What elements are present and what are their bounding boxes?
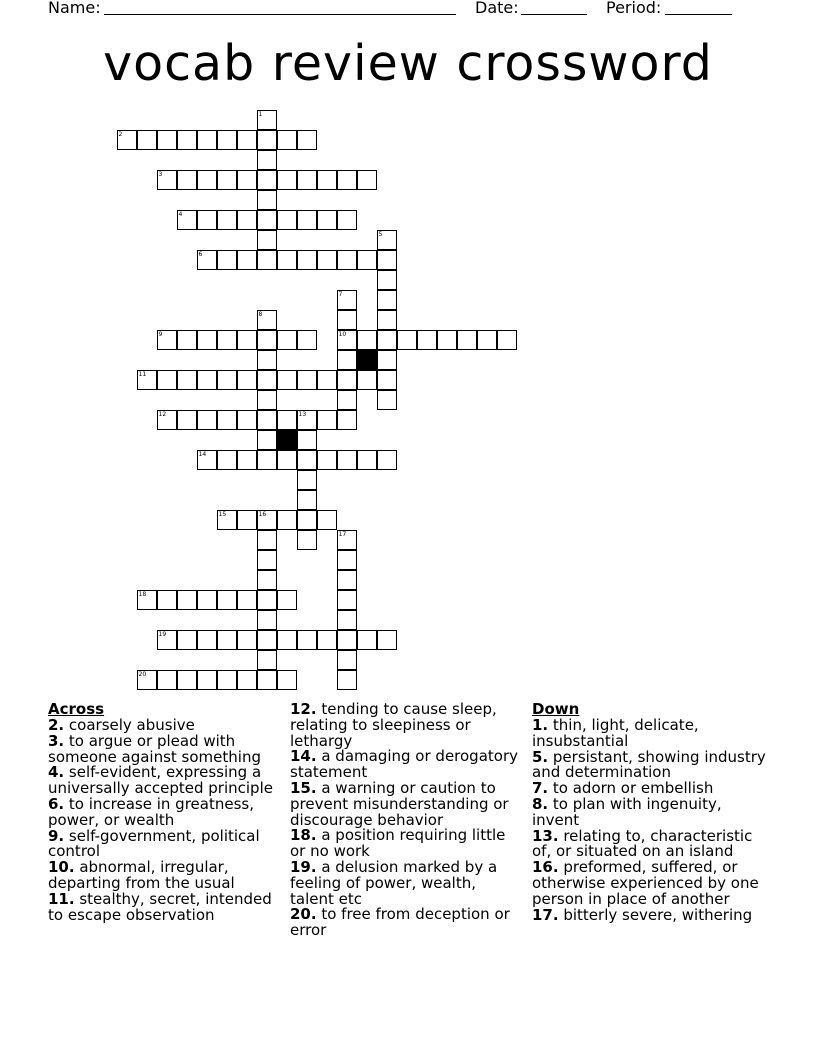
clue-number: 5 bbox=[378, 230, 383, 238]
grid-cell[interactable] bbox=[337, 650, 357, 670]
grid-cell[interactable] bbox=[237, 210, 257, 230]
clue-number: 14 bbox=[198, 450, 207, 458]
clue-number: 13 bbox=[298, 410, 307, 418]
clue-item bbox=[290, 749, 522, 781]
grid-cell[interactable] bbox=[377, 370, 397, 390]
clue-number: 16. bbox=[532, 858, 559, 877]
grid-cell[interactable] bbox=[217, 130, 237, 150]
grid-cell[interactable] bbox=[337, 450, 357, 470]
clue-number: 6. bbox=[48, 794, 65, 813]
grid-cell[interactable] bbox=[357, 370, 377, 390]
grid-cell[interactable] bbox=[277, 670, 297, 690]
clue-number: 6 bbox=[198, 250, 203, 258]
grid-cell[interactable] bbox=[257, 390, 277, 410]
grid-cell[interactable] bbox=[337, 350, 357, 370]
grid-cell[interactable] bbox=[177, 130, 197, 150]
grid-cell[interactable] bbox=[217, 250, 237, 270]
clue-number: 16 bbox=[258, 510, 267, 518]
grid-cell[interactable] bbox=[337, 410, 357, 430]
grid-cell[interactable] bbox=[297, 470, 317, 490]
clue-item bbox=[48, 889, 280, 924]
clue-number: 4. bbox=[48, 763, 65, 782]
grid-cell[interactable] bbox=[257, 610, 277, 630]
grid-cell[interactable] bbox=[197, 330, 217, 350]
grid-cell[interactable] bbox=[457, 330, 477, 350]
clue-number: 14. bbox=[290, 747, 317, 766]
grid-cell[interactable] bbox=[177, 410, 197, 430]
clue-text: to adorn or embellish bbox=[548, 779, 714, 798]
grid-cell[interactable] bbox=[317, 450, 337, 470]
clue-text: to argue or plead with someone against something bbox=[48, 731, 261, 766]
grid-cell[interactable] bbox=[337, 630, 357, 650]
grid-cell[interactable] bbox=[217, 590, 237, 610]
grid-cell[interactable] bbox=[477, 330, 497, 350]
grid-cell[interactable] bbox=[217, 210, 237, 230]
clue-number: 9. bbox=[48, 826, 65, 845]
grid-cell[interactable] bbox=[297, 450, 317, 470]
grid-cell[interactable] bbox=[277, 450, 297, 470]
grid-cell[interactable] bbox=[297, 210, 317, 230]
down-clues-column bbox=[532, 700, 772, 923]
clue-text: to increase in greatness, power, or wealth bbox=[48, 794, 254, 829]
grid-cell[interactable] bbox=[237, 170, 257, 190]
grid-cell[interactable] bbox=[177, 630, 197, 650]
clue-item bbox=[532, 794, 772, 829]
grid-cell[interactable] bbox=[277, 510, 297, 530]
clue-text: preformed, suffered, or otherwise experienced by one person in place of another bbox=[532, 858, 759, 908]
grid-cell[interactable] bbox=[237, 250, 257, 270]
grid-cell[interactable] bbox=[277, 250, 297, 270]
grid-cell[interactable] bbox=[337, 590, 357, 610]
grid-cell[interactable] bbox=[237, 590, 257, 610]
clue-item bbox=[48, 826, 280, 861]
clue-text: thin, light, delicate, insubstantial bbox=[532, 716, 699, 750]
clue-item bbox=[48, 794, 280, 829]
clue-item bbox=[532, 905, 772, 924]
clue-text: a position requiring little or no work bbox=[290, 826, 506, 861]
grid-cell[interactable] bbox=[137, 130, 157, 150]
grid-cell[interactable] bbox=[437, 330, 457, 350]
grid-cell[interactable] bbox=[377, 390, 397, 410]
clue-number: 10. bbox=[48, 858, 75, 877]
grid-cell[interactable] bbox=[297, 250, 317, 270]
grid-cell[interactable] bbox=[197, 210, 217, 230]
grid-cell[interactable] bbox=[297, 330, 317, 350]
clue-item bbox=[532, 718, 772, 750]
clue-number: 15. bbox=[290, 778, 317, 797]
grid-cell[interactable] bbox=[237, 510, 257, 530]
clue-number: 17 bbox=[338, 530, 347, 538]
grid-cell[interactable] bbox=[337, 390, 357, 410]
grid-cell[interactable] bbox=[257, 150, 277, 170]
across-clue-list-continued bbox=[290, 702, 522, 939]
grid-cell[interactable] bbox=[277, 330, 297, 350]
grid-cell[interactable] bbox=[257, 190, 277, 210]
grid-cell[interactable] bbox=[377, 350, 397, 370]
down-clue-list bbox=[532, 718, 772, 923]
clue-item bbox=[290, 907, 522, 939]
clue-number: 1. bbox=[532, 716, 549, 734]
grid-cell[interactable] bbox=[257, 450, 277, 470]
grid-cell[interactable] bbox=[157, 670, 177, 690]
clue-number: 2. bbox=[48, 716, 65, 734]
grid-cell[interactable] bbox=[257, 570, 277, 590]
grid-cell[interactable] bbox=[157, 590, 177, 610]
period-label: Period: bbox=[606, 0, 662, 17]
grid-cell[interactable] bbox=[337, 370, 357, 390]
grid-cell[interactable] bbox=[217, 630, 237, 650]
grid-cell[interactable] bbox=[377, 630, 397, 650]
grid-cell[interactable] bbox=[177, 590, 197, 610]
clue-text: coarsely abusive bbox=[64, 716, 195, 734]
grid-cell[interactable] bbox=[317, 210, 337, 230]
grid-cell[interactable] bbox=[277, 370, 297, 390]
clue-number: 12 bbox=[158, 410, 167, 418]
clue-text: stealthy, secret, intended to escape observation bbox=[48, 889, 272, 924]
clue-text: to plan with ingenuity, invent bbox=[532, 794, 722, 829]
grid-cell[interactable] bbox=[317, 250, 337, 270]
grid-cell[interactable] bbox=[237, 370, 257, 390]
clue-number: 7 bbox=[338, 290, 343, 298]
clue-text: bitterly severe, withering bbox=[558, 905, 753, 924]
grid-cell[interactable] bbox=[297, 630, 317, 650]
clue-item bbox=[48, 860, 280, 892]
clue-item bbox=[290, 702, 522, 749]
grid-cell[interactable] bbox=[357, 170, 377, 190]
grid-cell[interactable] bbox=[217, 330, 237, 350]
clue-number: 15 bbox=[218, 510, 227, 518]
grid-cell[interactable] bbox=[337, 210, 357, 230]
grid-cell[interactable] bbox=[397, 330, 417, 350]
grid-cell[interactable] bbox=[197, 370, 217, 390]
grid-cell[interactable] bbox=[297, 430, 317, 450]
grid-cell[interactable] bbox=[277, 130, 297, 150]
grid-cell[interactable] bbox=[337, 250, 357, 270]
grid-cell[interactable] bbox=[377, 330, 397, 350]
clue-item bbox=[532, 747, 772, 782]
clue-text: relating to, characteristic of, or situated on an island bbox=[532, 826, 753, 861]
grid-cell[interactable] bbox=[277, 590, 297, 610]
grid-cell[interactable] bbox=[337, 170, 357, 190]
name-label: Name: bbox=[48, 0, 101, 17]
page-title: vocab review crossword bbox=[103, 35, 713, 92]
grid-cell[interactable] bbox=[337, 670, 357, 690]
grid-cell[interactable] bbox=[217, 410, 237, 430]
clue-item bbox=[532, 826, 772, 861]
clue-item bbox=[48, 765, 280, 797]
grid-cell[interactable] bbox=[337, 570, 357, 590]
clue-text: self-government, political control bbox=[48, 826, 260, 861]
grid-cell[interactable] bbox=[357, 630, 377, 650]
grid-cell[interactable] bbox=[417, 330, 437, 350]
grid-cell[interactable] bbox=[197, 670, 217, 690]
grid-cell[interactable] bbox=[377, 290, 397, 310]
clue-number: 10 bbox=[338, 330, 347, 338]
grid-cell[interactable] bbox=[237, 330, 257, 350]
grid-cell[interactable] bbox=[217, 450, 237, 470]
grid-cell[interactable] bbox=[297, 170, 317, 190]
black-cell bbox=[277, 430, 297, 450]
clue-number: 7. bbox=[532, 779, 549, 798]
clue-number: 20 bbox=[138, 670, 147, 678]
clue-number: 1 bbox=[258, 110, 263, 118]
grid-cell[interactable] bbox=[337, 550, 357, 570]
clue-text: to free from deception or error bbox=[290, 905, 510, 940]
date-label: Date: bbox=[475, 0, 519, 17]
clue-number: 2 bbox=[118, 130, 123, 138]
down-heading: Down bbox=[532, 700, 580, 718]
clue-number: 3. bbox=[48, 731, 65, 750]
grid-cell[interactable] bbox=[357, 450, 377, 470]
grid-cell[interactable] bbox=[237, 670, 257, 690]
grid-cell[interactable] bbox=[177, 670, 197, 690]
clue-number: 12. bbox=[290, 700, 317, 718]
grid-cell[interactable] bbox=[317, 630, 337, 650]
clue-text: a damaging or derogatory statement bbox=[290, 747, 519, 782]
grid-cell[interactable] bbox=[297, 510, 317, 530]
clue-text: tending to cause sleep, relating to sleepiness or lethargy bbox=[290, 700, 497, 750]
grid-cell[interactable] bbox=[317, 410, 337, 430]
grid-cell[interactable] bbox=[377, 270, 397, 290]
grid-cell[interactable] bbox=[177, 170, 197, 190]
grid-cell[interactable] bbox=[177, 330, 197, 350]
grid-cell[interactable] bbox=[217, 170, 237, 190]
grid-cell[interactable] bbox=[257, 430, 277, 450]
clue-number: 4 bbox=[178, 210, 183, 218]
grid-cell[interactable] bbox=[237, 630, 257, 650]
grid-cell[interactable] bbox=[257, 230, 277, 250]
clue-text: persistant, showing industry and determination bbox=[532, 747, 766, 782]
grid-cell[interactable] bbox=[277, 210, 297, 230]
clue-number: 8. bbox=[532, 794, 549, 813]
grid-cell[interactable] bbox=[257, 330, 277, 350]
grid-cell[interactable] bbox=[217, 670, 237, 690]
clue-number: 8 bbox=[258, 310, 263, 318]
clue-item bbox=[290, 828, 522, 860]
clue-number: 11 bbox=[138, 370, 147, 378]
clue-item bbox=[532, 860, 772, 907]
grid-cell[interactable] bbox=[217, 370, 237, 390]
grid-cell[interactable] bbox=[377, 450, 397, 470]
across-heading: Across bbox=[48, 700, 105, 718]
grid-cell[interactable] bbox=[197, 410, 217, 430]
grid-cell[interactable] bbox=[257, 530, 277, 550]
grid-cell[interactable] bbox=[197, 170, 217, 190]
clue-number: 20. bbox=[290, 905, 317, 924]
grid-cell[interactable] bbox=[257, 550, 277, 570]
grid-cell[interactable] bbox=[297, 370, 317, 390]
grid-cell[interactable] bbox=[377, 250, 397, 270]
clue-number: 9 bbox=[158, 330, 163, 338]
grid-cell[interactable] bbox=[197, 130, 217, 150]
clue-number: 19 bbox=[158, 630, 167, 638]
across-clue-list bbox=[48, 718, 280, 923]
clue-number: 18. bbox=[290, 826, 317, 845]
grid-cell[interactable] bbox=[377, 310, 397, 330]
clue-text: a warning or caution to prevent misunderstanding or discourage behavior bbox=[290, 778, 509, 829]
grid-cell[interactable] bbox=[257, 370, 277, 390]
clue-number: 11. bbox=[48, 889, 75, 908]
clue-number: 13. bbox=[532, 826, 559, 845]
grid-cell[interactable] bbox=[317, 510, 337, 530]
across-clues-column-2 bbox=[290, 700, 522, 939]
clue-text: self-evident, expressing a universally accepted principle bbox=[48, 763, 273, 798]
clue-item bbox=[290, 778, 522, 829]
clue-item bbox=[290, 857, 522, 908]
grid-cell[interactable] bbox=[257, 350, 277, 370]
grid-cell[interactable] bbox=[317, 170, 337, 190]
grid-cell[interactable] bbox=[197, 590, 217, 610]
grid-cell[interactable] bbox=[277, 410, 297, 430]
grid-cell[interactable] bbox=[257, 250, 277, 270]
grid-cell[interactable] bbox=[177, 370, 197, 390]
grid-cell[interactable] bbox=[317, 370, 337, 390]
clue-number: 17. bbox=[532, 905, 559, 924]
grid-cell[interactable] bbox=[197, 630, 217, 650]
grid-cell[interactable] bbox=[157, 130, 177, 150]
grid-cell[interactable] bbox=[237, 410, 257, 430]
grid-cell[interactable] bbox=[257, 210, 277, 230]
clue-number: 3 bbox=[158, 170, 163, 178]
grid-cell[interactable] bbox=[337, 310, 357, 330]
clue-text: a delusion marked by a feeling of power, wealth, talent etc bbox=[290, 857, 498, 908]
grid-cell[interactable] bbox=[237, 450, 257, 470]
grid-cell[interactable] bbox=[257, 170, 277, 190]
grid-cell[interactable] bbox=[257, 630, 277, 650]
grid-cell[interactable] bbox=[277, 170, 297, 190]
black-cell bbox=[357, 350, 377, 370]
clue-text: abnormal, irregular, departing from the usual bbox=[48, 858, 235, 892]
grid-cell[interactable] bbox=[257, 590, 277, 610]
grid-cell[interactable] bbox=[237, 130, 257, 150]
grid-cell[interactable] bbox=[297, 130, 317, 150]
grid-cell[interactable] bbox=[497, 330, 517, 350]
grid-cell[interactable] bbox=[257, 130, 277, 150]
grid-cell[interactable] bbox=[297, 530, 317, 550]
grid-cell[interactable] bbox=[277, 630, 297, 650]
grid-cell[interactable] bbox=[257, 670, 277, 690]
grid-cell[interactable] bbox=[257, 650, 277, 670]
clue-number: 18 bbox=[138, 590, 147, 598]
across-clues-column-1 bbox=[48, 700, 280, 923]
clue-number: 5. bbox=[532, 747, 549, 766]
clue-item bbox=[48, 731, 280, 766]
grid-cell[interactable] bbox=[257, 410, 277, 430]
grid-cell[interactable] bbox=[157, 370, 177, 390]
grid-cell[interactable] bbox=[297, 490, 317, 510]
grid-cell[interactable] bbox=[357, 330, 377, 350]
clue-number: 19. bbox=[290, 857, 317, 876]
grid-cell[interactable] bbox=[337, 610, 357, 630]
grid-cell[interactable] bbox=[357, 250, 377, 270]
